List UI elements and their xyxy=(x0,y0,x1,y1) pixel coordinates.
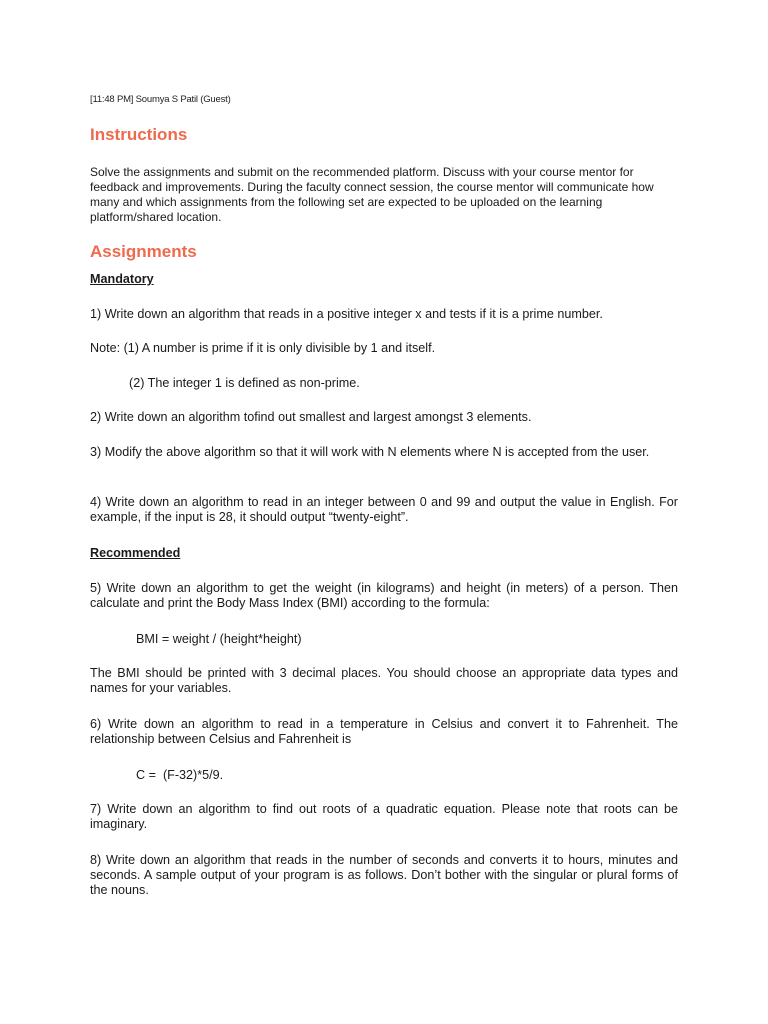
question-6: 6) Write down an algorithm to read in a temperature in Celsius and convert it to Fahrenheit. The relationship between Celsius and Fahrenheit is xyxy=(90,717,678,747)
question-4: 4) Write down an algorithm to read in an integer between 0 and 99 and output the value in English. For example, if the input is 28, it should output “twenty-eight”. xyxy=(90,495,678,525)
question-1-note-1: Note: (1) A number is prime if it is only divisible by 1 and itself. xyxy=(90,341,436,355)
question-8: 8) Write down an algorithm that reads in the number of seconds and converts it to hours, minutes and seconds. A sample output of your program is as follows. Don’t bother with the singular or plural forms of the nouns. xyxy=(90,853,678,898)
instructions-body: Solve the assignments and submit on the recommended platform. Discuss with your course mentor for feedback and improvements. During the faculty connect session, the course mentor will communicate how many and which assignments from the following set are expected to be uploaded on the learning platform/shared location. xyxy=(90,165,654,224)
bmi-formula: BMI = weight / (height*height) xyxy=(136,632,302,646)
mandatory-label: Mandatory xyxy=(90,272,154,286)
question-5-note: The BMI should be printed with 3 decimal places. You should choose an appropriate data types and names for your variables. xyxy=(90,666,678,696)
recommended-label: Recommended xyxy=(90,546,181,560)
question-2: 2) Write down an algorithm tofind out smallest and largest amongst 3 elements. xyxy=(90,410,532,424)
message-timestamp-author: [11:48 PM] Soumya S Patil (Guest) xyxy=(90,94,231,105)
question-5: 5) Write down an algorithm to get the weight (in kilograms) and height (in meters) of a person. Then calculate and print the Body Mass Index (BMI) according to the formula: xyxy=(90,581,678,611)
instructions-heading: Instructions xyxy=(90,125,188,144)
question-1-note-2: (2) The integer 1 is defined as non-prime. xyxy=(129,376,360,390)
temperature-formula: C = (F-32)*5/9. xyxy=(136,768,224,782)
assignments-heading: Assignments xyxy=(90,242,197,261)
question-3: 3) Modify the above algorithm so that it will work with N elements where N is accepted from the user. xyxy=(90,445,650,459)
question-1: 1) Write down an algorithm that reads in a positive integer x and tests if it is a prime number. xyxy=(90,307,603,321)
question-7: 7) Write down an algorithm to find out roots of a quadratic equation. Please note that roots can be imaginary. xyxy=(90,802,678,832)
